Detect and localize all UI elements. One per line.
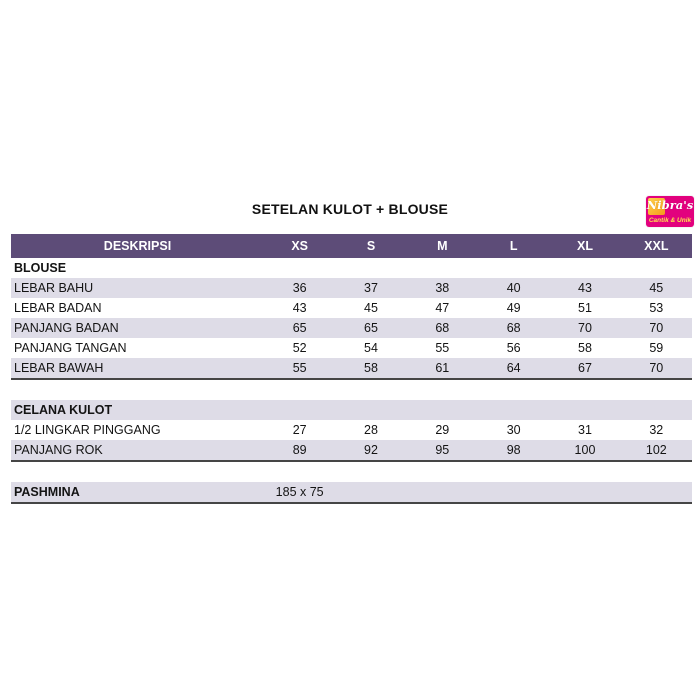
table-row-lebar-bawah xyxy=(11,358,692,379)
cell-xxl: 70 xyxy=(621,358,692,379)
cell-l: 49 xyxy=(478,298,549,318)
cell-m: 68 xyxy=(407,318,478,338)
cell-s: 65 xyxy=(335,318,406,338)
cell-l: 56 xyxy=(478,338,549,358)
cell-xxl: 102 xyxy=(621,440,692,461)
cell-s: 45 xyxy=(335,298,406,318)
cell-s: 92 xyxy=(335,440,406,461)
cell-m: 47 xyxy=(407,298,478,318)
column-header-s: S xyxy=(335,234,406,258)
table-row-panjang-rok xyxy=(11,440,692,461)
cell-m: 38 xyxy=(407,278,478,298)
cell-xs: 89 xyxy=(264,440,335,461)
cell-xs: 55 xyxy=(264,358,335,379)
cell-s: 28 xyxy=(335,420,406,440)
cell-m: 55 xyxy=(407,338,478,358)
cell-m: 29 xyxy=(407,420,478,440)
column-header-deskripsi: DESKRIPSI xyxy=(11,234,264,258)
cell-l: 30 xyxy=(478,420,549,440)
column-header-m: M xyxy=(407,234,478,258)
cell-xxl: 70 xyxy=(621,318,692,338)
row-label: LEBAR BAWAH xyxy=(11,358,264,379)
column-header-l: L xyxy=(478,234,549,258)
cell-m: 95 xyxy=(407,440,478,461)
column-header-xl: XL xyxy=(549,234,620,258)
cell-xl: 70 xyxy=(549,318,620,338)
section-title: PASHMINA xyxy=(11,482,264,503)
cell-xs: 36 xyxy=(264,278,335,298)
table-row-lingkar-pinggang xyxy=(11,420,692,440)
spacer-row xyxy=(11,461,692,482)
cell-l: 64 xyxy=(478,358,549,379)
section-row-pashmina xyxy=(11,482,692,503)
table-header-row xyxy=(11,234,692,258)
cell-xl: 58 xyxy=(549,338,620,358)
column-header-xs: XS xyxy=(264,234,335,258)
row-label: 1/2 LINGKAR PINGGANG xyxy=(11,420,264,440)
table-row-lebar-badan xyxy=(11,298,692,318)
row-label: PANJANG BADAN xyxy=(11,318,264,338)
cell-xxl: 32 xyxy=(621,420,692,440)
section-title: BLOUSE xyxy=(11,258,264,278)
row-label: LEBAR BADAN xyxy=(11,298,264,318)
cell-xl: 43 xyxy=(549,278,620,298)
cell-m: 61 xyxy=(407,358,478,379)
cell-xl: 67 xyxy=(549,358,620,379)
cell-xl: 51 xyxy=(549,298,620,318)
table-row-panjang-badan xyxy=(11,318,692,338)
table-row-lebar-bahu xyxy=(11,278,692,298)
cell-xxl: 45 xyxy=(621,278,692,298)
row-label: PANJANG TANGAN xyxy=(11,338,264,358)
section-title: CELANA KULOT xyxy=(11,400,264,420)
cell-xs: 65 xyxy=(264,318,335,338)
column-header-xxl: XXL xyxy=(621,234,692,258)
row-label: LEBAR BAHU xyxy=(11,278,264,298)
cell-s: 58 xyxy=(335,358,406,379)
cell-l: 40 xyxy=(478,278,549,298)
size-table xyxy=(11,234,692,504)
pashmina-dimensions: 185 x 75 xyxy=(264,482,335,503)
cell-l: 98 xyxy=(478,440,549,461)
spacer-row xyxy=(11,379,692,400)
cell-xl: 100 xyxy=(549,440,620,461)
brand-tagline: Cantik & Unik xyxy=(648,217,692,224)
brand-name: Nibra's xyxy=(646,198,694,212)
table-row-panjang-tangan xyxy=(11,338,692,358)
cell-l: 68 xyxy=(478,318,549,338)
cell-s: 37 xyxy=(335,278,406,298)
cell-xs: 52 xyxy=(264,338,335,358)
section-header-blouse xyxy=(11,258,692,278)
cell-s: 54 xyxy=(335,338,406,358)
section-header-celana-kulot xyxy=(11,400,692,420)
brand-logo xyxy=(646,196,694,227)
cell-xs: 27 xyxy=(264,420,335,440)
cell-xxl: 59 xyxy=(621,338,692,358)
page-title: SETELAN KULOT + BLOUSE xyxy=(251,201,449,217)
cell-xxl: 53 xyxy=(621,298,692,318)
row-label: PANJANG ROK xyxy=(11,440,264,461)
cell-xs: 43 xyxy=(264,298,335,318)
cell-xl: 31 xyxy=(549,420,620,440)
